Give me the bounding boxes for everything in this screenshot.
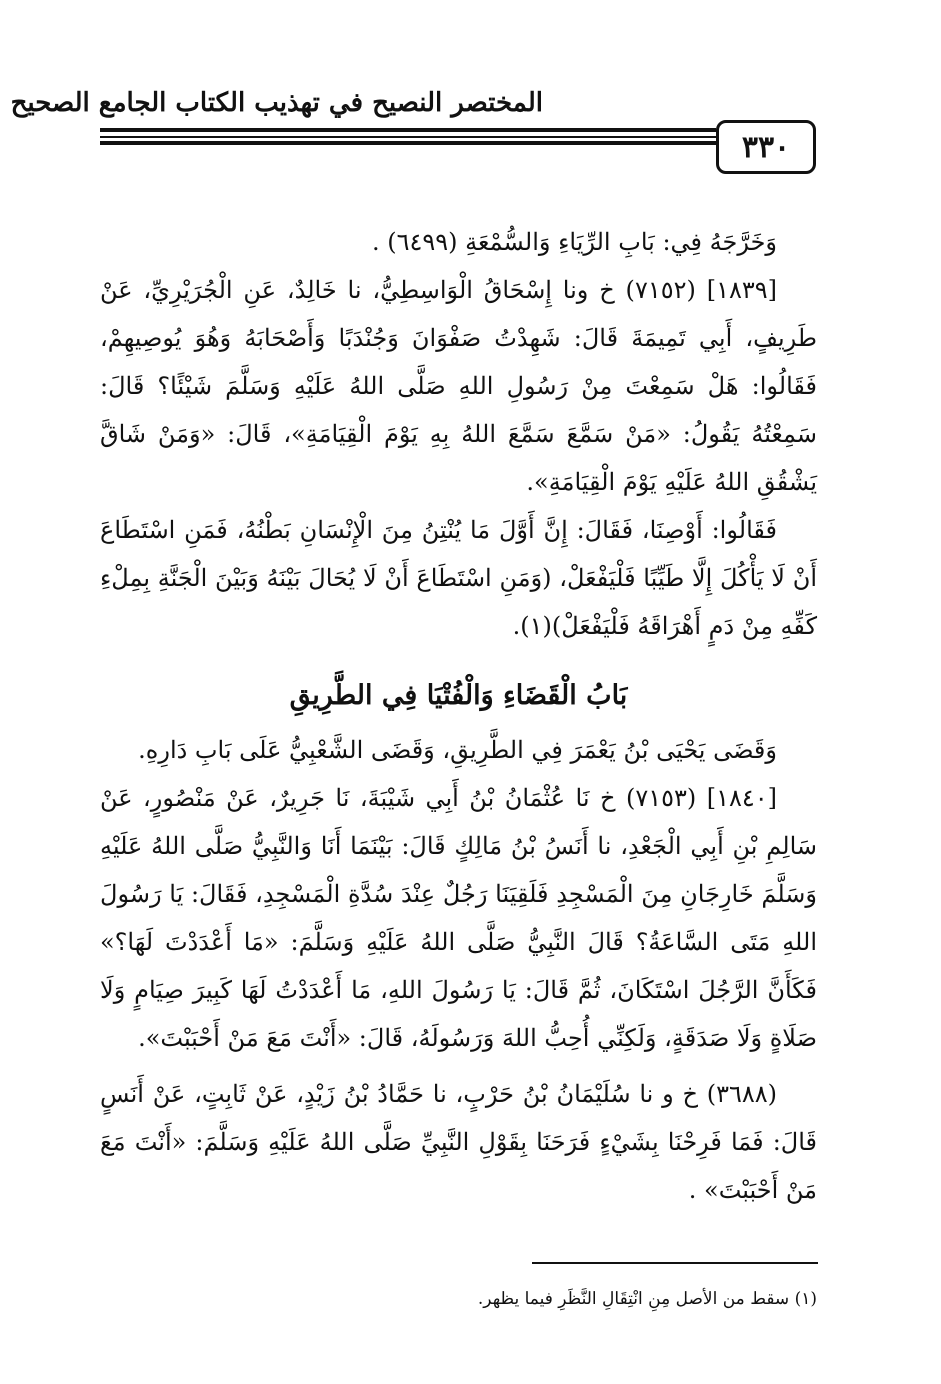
page-body bbox=[100, 218, 817, 1214]
paragraph-hadith-1840: [١٨٤٠] (٧١٥٣) خ نَا عُثْمَانُ بْنُ أَبِي شَيْبَةَ، نَا جَرِيرٌ، عَنْ مَنْصُورٍ، عَنْ سَالِمِ بْنِ أَبِي الْجَعْدِ، نا أَنَسُ بْنُ مَالِكٍ قَالَ: بَيْنَمَا أَنَا وَالنَّبِيُّ صَلَّى اللهُ عَلَيْهِ وَسَلَّمَ خَارِجَانِ مِنَ الْمَسْجِدِ فَلَقِيَنَا رَجُلٌ عِنْدَ سُدَّةِ الْمَسْجِدِ، فَقَالَ: يَا رَسُولَ اللهِ مَتَى السَّاعَةُ؟ قَالَ النَّبِيُّ صَلَّى اللهُ عَلَيْهِ وَسَلَّمَ: «مَا أَعْدَدْتَ لَهَا؟» فَكَأَنَّ الرَّجُلَ اسْتَكَانَ، ثُمَّ قَالَ: يَا رَسُولَ اللهِ، مَا أَعْدَدْتُ لَهَا كَبِيرَ صِيَامٍ وَلَا صَلَاةٍ وَلَا صَدَقَةٍ، وَلَكِنِّي أُحِبُّ اللهَ وَرَسُولَهُ، قَالَ: «أَنْتَ مَعَ مَنْ أَحْبَبْتَ». bbox=[100, 784, 817, 1052]
paragraph-cross-reference: وَخَرَّجَهُ فِي: بَابِ الرِّيَاءِ وَالسُّمْعَةِ (٦٤٩٩) . bbox=[371, 228, 777, 256]
paragraph-hadith-1839: [١٨٣٩] (٧١٥٢) خ ونا إِسْحَاقُ الْوَاسِطِيُّ، نا خَالِدٌ، عَنِ الْجُرَيْرِيِّ، عَنْ طَرِيفٍ، أَبِي تَمِيمَةَ قَالَ: شَهِدْتُ صَفْوَانَ وَجُنْدَبًا وَأَصْحَابَهُ وَهُوَ يُوصِيهِمْ، فَقَالُوا: هَلْ سَمِعْتَ مِنْ رَسُولِ اللهِ صَلَّى اللهُ عَلَيْهِ وَسَلَّمَ شَيْئًا؟ قَالَ: سَمِعْتُهُ يَقُولُ: «مَنْ سَمَّعَ سَمَّعَ اللهُ بِهِ يَوْمَ الْقِيَامَةِ»، قَالَ: «وَمَنْ شَاقَّ يَشْقُقِ اللهُ عَلَيْهِ يَوْمَ الْقِيَامَةِ». bbox=[100, 276, 817, 496]
page-number: ٣٣٠ bbox=[741, 129, 791, 165]
running-title: المختصر النصيح في تهذيب الكتاب الجامع الصحيح bbox=[10, 88, 543, 118]
paragraph-chapter-note: وَقَضَى يَحْيَى بْنُ يَعْمَرَ فِي الطَّرِيقِ، وَقَضَى الشَّعْبِيُّ عَلَى بَابِ دَارِهِ. bbox=[138, 736, 777, 764]
footnote-rule bbox=[532, 1262, 818, 1264]
page-number-box bbox=[716, 120, 816, 174]
header-rule-middle bbox=[100, 136, 716, 138]
header-rule-top bbox=[100, 128, 716, 132]
footnote: (١) سقط من الأصل مِنِ انْتِقَالِ النَّظَرِ فيما يظهر. bbox=[477, 1289, 817, 1309]
paragraph-hadith-1839-continued: فَقَالُوا: أَوْصِنَا، فَقَالَ: إِنَّ أَوَّلَ مَا يُنْتِنُ مِنَ الْإِنْسَانِ بَطْنُهُ، فَمَنِ اسْتَطَاعَ أَنْ لَا يَأْكُلَ إِلَّا طَيِّبًا فَلْيَفْعَلْ، (وَمَنِ اسْتَطَاعَ أَنْ لَا يُحَالَ بَيْنَهُ وَبَيْنَ الْجَنَّةِ بِمِلْءِ كَفِّهِ مِنْ دَمٍ أَهْرَاقَهُ فَلْيَفْعَلْ)(١). bbox=[100, 516, 817, 640]
chapter-heading: بَابُ الْقَضَاءِ وَالْفُتْيَا فِي الطَّرِيقِ bbox=[289, 680, 628, 711]
header-rule-bottom bbox=[100, 141, 716, 145]
paragraph-hadith-3688: (٣٦٨٨) خ و نا سُلَيْمَانُ بْنُ حَرْبٍ، نا حَمَّادُ بْنُ زَيْدٍ، عَنْ ثَابِتٍ، عَنْ أَنَسٍ قَالَ: فَمَا فَرِحْنَا بِشَيْءٍ فَرَحَنَا بِقَوْلِ النَّبِيِّ صَلَّى اللهُ عَلَيْهِ وَسَلَّمَ: «أَنْتَ مَعَ مَنْ أَحْبَبْتَ» . bbox=[100, 1080, 817, 1204]
